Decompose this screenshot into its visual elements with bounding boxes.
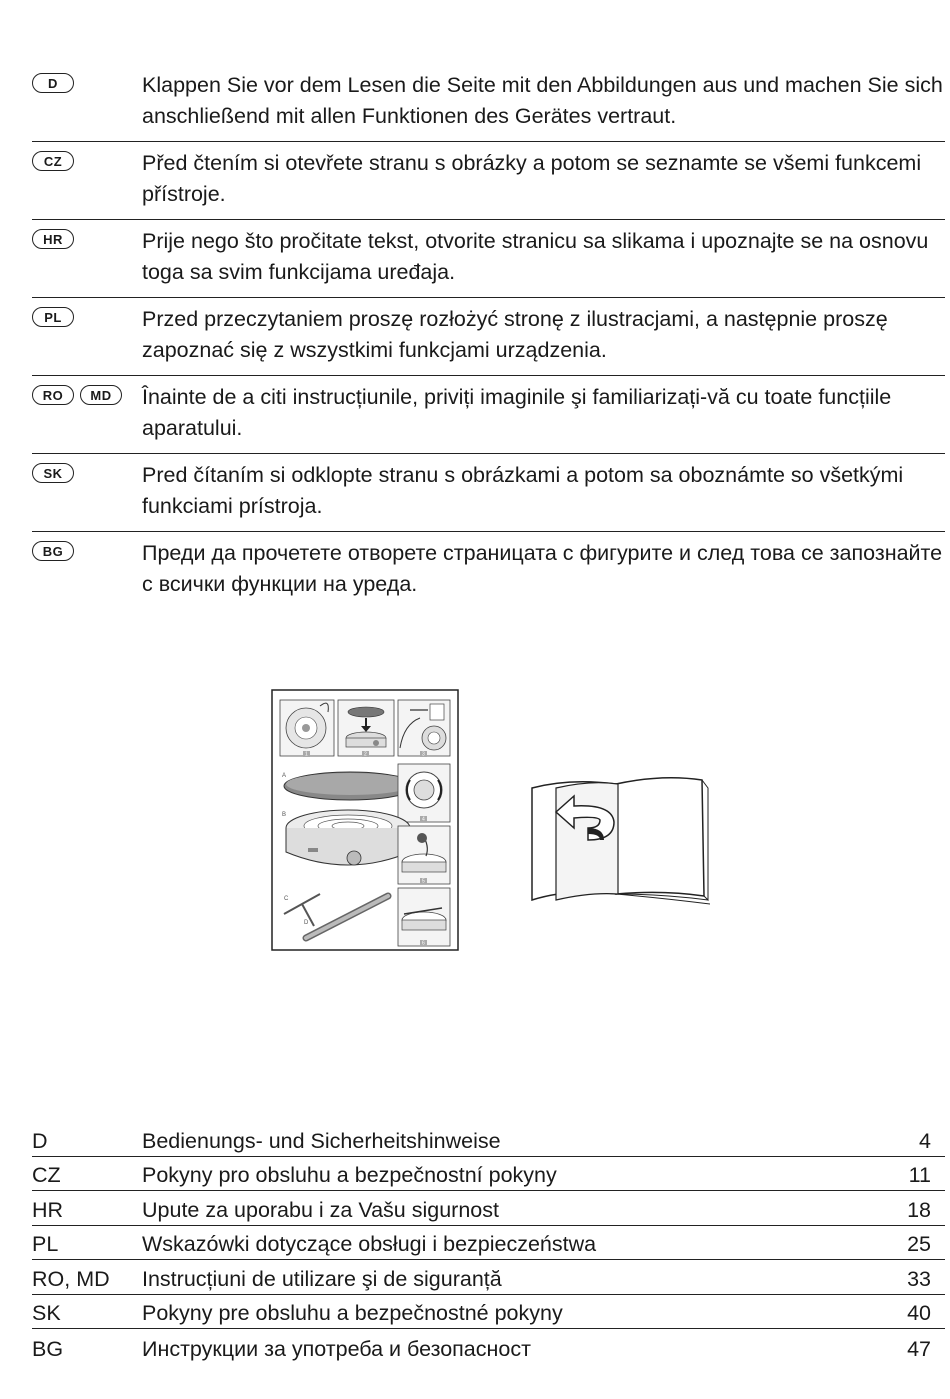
lang-badge: PL	[32, 307, 74, 327]
toc-page-number: 25	[907, 1232, 931, 1256]
language-instructions	[32, 64, 945, 610]
step-number-label: 2	[364, 751, 367, 758]
lang-badge: RO	[32, 385, 74, 405]
toc-row[interactable]	[32, 1260, 945, 1295]
step-number-label: 6	[422, 940, 425, 947]
open-book-icon	[532, 778, 710, 904]
lang-instruction-text: Înainte de a citi instrucțiunile, priviți imaginile şi familiarizați-vă cu toate funcțiile aparatului.	[142, 385, 892, 440]
toc-title: Pokyny pro obsluhu a bezpečnostní pokyny	[142, 1163, 557, 1187]
toc-page-number: 40	[907, 1301, 931, 1325]
toc-title: Bedienungs- und Sicherheitshinweise	[142, 1128, 501, 1153]
lang-row-ro-md	[32, 376, 945, 454]
toc-title: Pokyny pre obsluhu a bezpečnostné pokyny	[142, 1301, 563, 1325]
toc-page-number: 33	[907, 1266, 931, 1291]
toc-language-code: PL	[32, 1232, 59, 1256]
figure-label-b: B	[282, 812, 287, 818]
lang-badge: BG	[32, 541, 74, 561]
lang-row-d	[32, 64, 945, 142]
lang-badges	[32, 460, 142, 483]
lang-row-hr	[32, 220, 945, 298]
foldout-illustration-svg	[270, 688, 710, 953]
lang-row-sk	[32, 454, 945, 532]
toc-title: Instrucțiuni de utilizare şi de siguranță	[142, 1266, 502, 1291]
figure-label-a: A	[282, 773, 287, 779]
figure-label-c: C	[284, 896, 289, 902]
lang-badges	[32, 538, 142, 561]
table-of-contents	[32, 1122, 945, 1364]
toc-page-number: 4	[919, 1128, 931, 1153]
toc-language-code: D	[32, 1128, 48, 1153]
lang-row-bg	[32, 532, 945, 610]
toc-language-code: RO, MD	[32, 1266, 110, 1291]
toc-language-code: BG	[32, 1336, 64, 1361]
lang-row-pl	[32, 298, 945, 376]
lang-badge: D	[32, 73, 74, 93]
lang-instruction-text: Prije nego što pročitate tekst, otvorite stranicu sa slikama i upoznajte se na osnovu toga sa svim funkcijama uređaja.	[142, 229, 929, 284]
toc-title: Upute za uporabu i za Vašu sigurnost	[142, 1197, 499, 1222]
toc-title: Инструкции за употреба и безопасност	[142, 1336, 531, 1361]
lang-badges	[32, 304, 142, 327]
lang-instruction-text: Przed przeczytaniem proszę rozłożyć stronę z ilustracjami, a następnie proszę zapoznać się z wszystkimi funkcjami urządzenia.	[142, 307, 888, 362]
step-number-label: 1	[305, 751, 308, 758]
lang-instruction-text: Před čtením si otevřete stranu s obrázky a potom se seznamte se všemi funkcemi přístroje.	[142, 151, 922, 206]
toc-language-code: SK	[32, 1301, 61, 1325]
toc-row[interactable]	[32, 1329, 945, 1364]
step-number-label: 5	[422, 878, 425, 885]
step-number-label: 4	[422, 816, 425, 823]
toc-language-code: CZ	[32, 1163, 61, 1187]
lang-instruction-text: Klappen Sie vor dem Lesen die Seite mit den Abbildungen aus und machen Sie sich anschließend mit allen Funktionen des Gerätes vertraut.	[142, 73, 943, 128]
foldout-page-thumbnail	[272, 690, 458, 950]
toc-language-code: HR	[32, 1197, 64, 1222]
toc-row[interactable]	[32, 1191, 945, 1226]
toc-page-number: 47	[907, 1336, 931, 1361]
lang-badges	[32, 226, 142, 249]
lang-badges	[32, 148, 142, 171]
lang-badges	[32, 70, 142, 93]
lang-badges	[32, 382, 142, 405]
lang-badge: HR	[32, 229, 74, 249]
toc-row[interactable]	[32, 1122, 945, 1157]
lang-badge: CZ	[32, 151, 74, 171]
foldout-illustration	[270, 688, 710, 953]
toc-page-number: 11	[908, 1163, 931, 1187]
toc-title: Wskazówki dotyczące obsługi i bezpieczeństwa	[142, 1232, 597, 1256]
toc-row[interactable]	[32, 1295, 945, 1330]
toc-page-number: 18	[907, 1197, 931, 1222]
lang-badge: MD	[80, 385, 122, 405]
lang-badge: SK	[32, 463, 74, 483]
lang-instruction-text: Pred čítaním si odklopte stranu s obrázkami a potom sa oboznámte so všetkými funkciami prístroja.	[142, 463, 904, 518]
lang-row-cz	[32, 142, 945, 220]
toc-row[interactable]	[32, 1157, 945, 1192]
step-number-label: 3	[422, 751, 425, 758]
toc-row[interactable]	[32, 1226, 945, 1261]
lang-instruction-text: Преди да прочетете отворете страницата с фигурите и след това се запознайте с всички функции на уреда.	[142, 541, 943, 596]
figure-label-d: D	[304, 920, 309, 926]
